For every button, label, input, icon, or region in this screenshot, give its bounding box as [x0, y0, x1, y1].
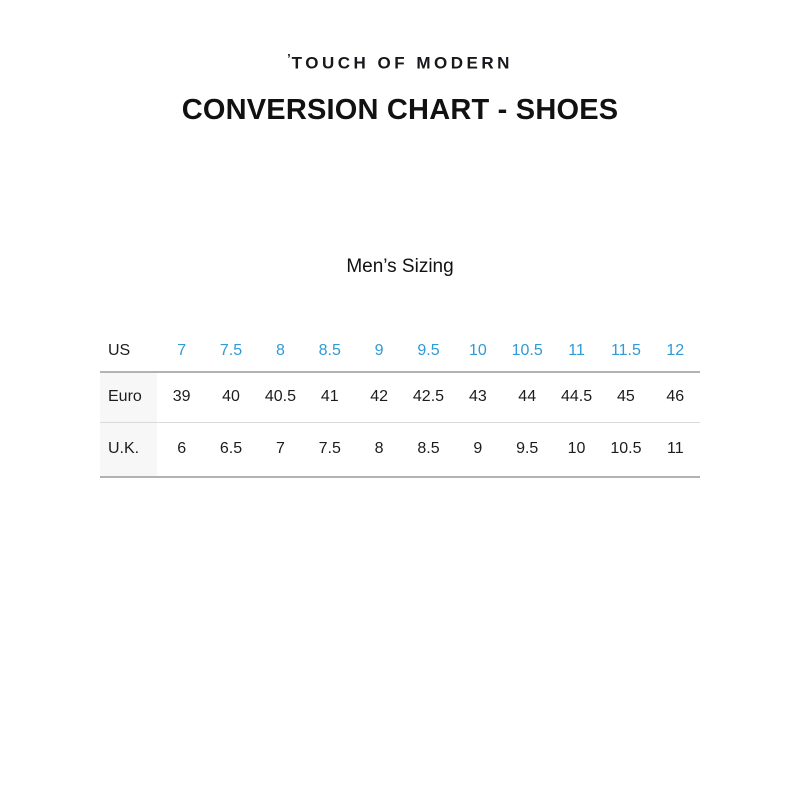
size-cell: 39: [172, 388, 191, 406]
size-cell: 9.5: [417, 342, 440, 359]
size-cell: 44: [518, 388, 537, 406]
size-cell: 40.5: [264, 388, 296, 406]
size-cell: 42.5: [412, 388, 445, 406]
row-label: Euro: [100, 372, 157, 422]
section-subtitle: Men’s Sizing: [346, 256, 454, 277]
row-label: US: [108, 342, 131, 359]
size-cell: 11: [666, 440, 684, 458]
size-cell: 10: [567, 440, 586, 458]
size-cell: 12: [666, 342, 685, 359]
size-cell: 7.5: [318, 440, 341, 458]
table-row: [100, 422, 700, 477]
size-cell: 11.5: [610, 342, 641, 359]
page-title: CONVERSION CHART - SHOES: [181, 94, 619, 126]
size-cell: 8.5: [318, 342, 341, 359]
conversion-table: [100, 331, 700, 478]
size-cell: 46: [666, 388, 685, 406]
table-row: [100, 331, 700, 372]
size-cell: 10.5: [511, 342, 543, 359]
size-cell: 11: [568, 342, 585, 359]
size-cell: 9: [473, 440, 483, 458]
size-cell: 6: [177, 440, 187, 458]
size-cell: 45: [617, 388, 635, 406]
table-body: [100, 331, 700, 477]
row-label: U.K.: [100, 422, 157, 477]
size-cell: 44.5: [560, 388, 593, 406]
size-cell: 41: [320, 388, 339, 406]
logo-text: TOUCH OF MODERN: [291, 53, 513, 73]
size-cell: 8.5: [417, 440, 440, 458]
size-cell: 40: [222, 388, 240, 406]
size-cell: 42: [370, 388, 389, 406]
size-cell: 6.5: [219, 440, 243, 458]
logo-apostrophe-mark: ’: [287, 51, 291, 66]
size-cell: 10.5: [610, 440, 642, 458]
size-cell: 9.5: [516, 440, 539, 458]
table-row: [100, 372, 700, 422]
size-cell: 7.5: [219, 342, 243, 359]
size-cell: 7: [177, 342, 187, 359]
size-cell: 10: [468, 342, 487, 359]
size-cell: 8: [374, 440, 384, 458]
brand-logo: [0, 51, 800, 74]
size-cell: 8: [275, 342, 285, 359]
size-cell: 7: [275, 440, 285, 458]
size-cell: 43: [468, 388, 487, 406]
size-cell: 9: [374, 342, 384, 359]
